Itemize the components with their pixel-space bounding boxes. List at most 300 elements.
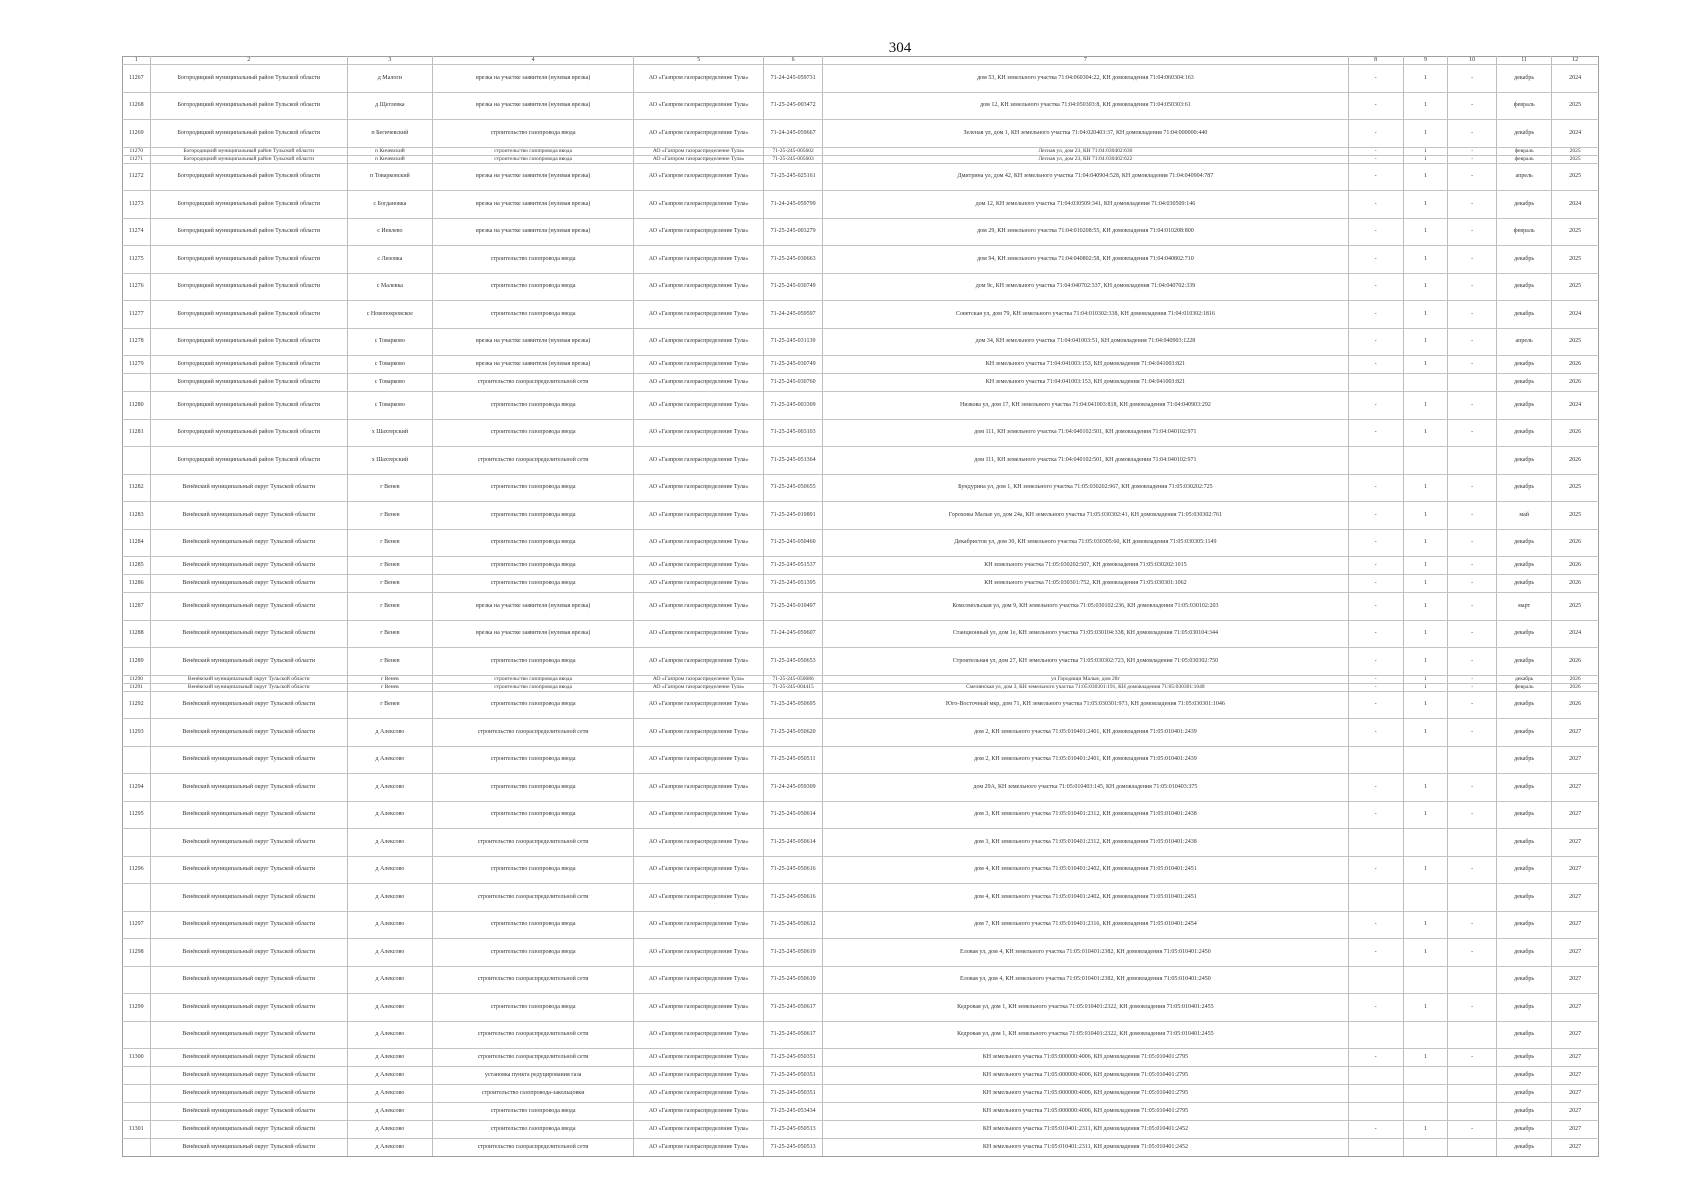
col8-cell: - xyxy=(1348,474,1403,502)
col10-cell: - xyxy=(1448,575,1497,593)
settlement-cell: п Бегичевский xyxy=(347,120,432,148)
count-cell: 1 xyxy=(1403,801,1448,829)
col8-cell: - xyxy=(1348,191,1403,219)
district-cell: Венёвский муниципальный округ Тульской области xyxy=(150,1103,347,1121)
col10-cell: - xyxy=(1448,65,1497,93)
col8-cell: - xyxy=(1348,120,1403,148)
row-number-cell xyxy=(123,447,151,475)
month-cell: декабрь xyxy=(1497,447,1552,475)
month-cell: декабрь xyxy=(1497,719,1552,747)
work-type-cell: строительство газораспределительной сети xyxy=(432,719,634,747)
year-cell: 2027 xyxy=(1552,746,1599,774)
row-number-cell: 11298 xyxy=(123,939,151,967)
application-number-cell: 71-24-245-059667 xyxy=(763,120,822,148)
col10-cell: - xyxy=(1448,939,1497,967)
col8-cell xyxy=(1348,1139,1403,1157)
application-number-cell: 71-25-245-030749 xyxy=(763,273,822,301)
table-row xyxy=(123,246,1599,274)
application-number-cell: 71-25-245-050695 xyxy=(763,691,822,719)
col8-cell: - xyxy=(1348,719,1403,747)
application-number-cell: 71-25-245-051364 xyxy=(763,447,822,475)
table-row xyxy=(123,419,1599,447)
address-cell: дом 2, КН земельного участка 71:05:010401:2401, КН домовладения 71:05:010401:2439 xyxy=(823,746,1348,774)
work-type-cell: строительство газопровода ввода xyxy=(432,911,634,939)
col8-cell: - xyxy=(1348,911,1403,939)
district-cell: Богородицкий муниципальный район Тульской области xyxy=(150,328,347,356)
application-number-cell: 71-24-245-059597 xyxy=(763,301,822,329)
count-cell xyxy=(1403,1103,1448,1121)
application-number-cell: 71-24-245-059731 xyxy=(763,65,822,93)
organization-cell: АО «Газпром газораспределение Тула» xyxy=(634,675,763,683)
page-number: 304 xyxy=(888,40,912,56)
year-cell: 2026 xyxy=(1552,447,1599,475)
count-cell: 1 xyxy=(1403,557,1448,575)
table-row xyxy=(123,691,1599,719)
application-number-cell: 71-25-245-031139 xyxy=(763,328,822,356)
col8-cell: - xyxy=(1348,856,1403,884)
work-type-cell: строительство газопровода ввода xyxy=(432,691,634,719)
year-cell: 2026 xyxy=(1552,683,1599,691)
district-cell: Венёвский муниципальный округ Тульской области xyxy=(150,1021,347,1049)
organization-cell: АО «Газпром газораспределение Тула» xyxy=(634,1085,763,1103)
count-cell: 1 xyxy=(1403,620,1448,648)
district-cell: Венёвский муниципальный округ Тульской области xyxy=(150,966,347,994)
address-cell: дом 111, КН земельного участка 71:04:040102:501, КН домовладения 71:04:040102:971 xyxy=(823,419,1348,447)
col8-cell: - xyxy=(1348,774,1403,802)
address-cell: ул Городищи Малые, дом 28г xyxy=(823,675,1348,683)
col8-cell: - xyxy=(1348,273,1403,301)
col8-cell: - xyxy=(1348,92,1403,120)
application-number-cell: 71-25-245-051537 xyxy=(763,557,822,575)
work-type-cell: строительство газораспределительной сети xyxy=(432,1049,634,1067)
work-type-cell: врезка на участке заявителя (нулевая врезка) xyxy=(432,593,634,621)
year-cell: 2025 xyxy=(1552,474,1599,502)
count-cell: 1 xyxy=(1403,1049,1448,1067)
settlement-cell: х Шахтерский xyxy=(347,447,432,475)
month-cell: февраль xyxy=(1497,155,1552,163)
count-cell xyxy=(1403,374,1448,392)
col10-cell: - xyxy=(1448,273,1497,301)
month-cell: февраль xyxy=(1497,92,1552,120)
col8-cell: - xyxy=(1348,575,1403,593)
col8-cell: - xyxy=(1348,392,1403,420)
month-cell: май xyxy=(1497,502,1552,530)
district-cell: Венёвский муниципальный округ Тульской области xyxy=(150,1085,347,1103)
col10-cell: - xyxy=(1448,1049,1497,1067)
work-type-cell: строительство газопровода ввода xyxy=(432,939,634,967)
district-cell: Венёвский муниципальный округ Тульской области xyxy=(150,575,347,593)
organization-cell: АО «Газпром газораспределение Тула» xyxy=(634,447,763,475)
col10-cell: - xyxy=(1448,356,1497,374)
settlement-cell: с Товарково xyxy=(347,328,432,356)
col10-cell xyxy=(1448,374,1497,392)
table-row xyxy=(123,966,1599,994)
work-type-cell: строительство газопровода ввода xyxy=(432,575,634,593)
row-number-cell xyxy=(123,1021,151,1049)
district-cell: Венёвский муниципальный округ Тульской области xyxy=(150,683,347,691)
address-cell: Комсомольская ул, дом 9, КН земельного участка 71:05:030102:236, КН домовладения 71:05:030102:203 xyxy=(823,593,1348,621)
month-cell: март xyxy=(1497,593,1552,621)
col10-cell: - xyxy=(1448,801,1497,829)
district-cell: Богородицкий муниципальный район Тульской области xyxy=(150,419,347,447)
month-cell: декабрь xyxy=(1497,1067,1552,1085)
count-cell: 1 xyxy=(1403,774,1448,802)
settlement-cell: п Кичевский xyxy=(347,147,432,155)
table-row xyxy=(123,1021,1599,1049)
column-header: 9 xyxy=(1403,57,1448,65)
count-cell: 1 xyxy=(1403,575,1448,593)
column-header: 7 xyxy=(823,57,1348,65)
application-number-cell: 71-25-245-050351 xyxy=(763,1085,822,1103)
settlement-cell: г Венев xyxy=(347,620,432,648)
year-cell: 2026 xyxy=(1552,356,1599,374)
count-cell xyxy=(1403,1021,1448,1049)
count-cell: 1 xyxy=(1403,856,1448,884)
application-number-cell: 71-25-245-050686 xyxy=(763,675,822,683)
application-number-cell: 71-25-245-003103 xyxy=(763,419,822,447)
col10-cell: - xyxy=(1448,328,1497,356)
col8-cell: - xyxy=(1348,419,1403,447)
col8-cell: - xyxy=(1348,994,1403,1022)
year-cell: 2025 xyxy=(1552,246,1599,274)
district-cell: Богородицкий муниципальный район Тульской области xyxy=(150,301,347,329)
work-type-cell: строительство газопровода ввода xyxy=(432,557,634,575)
district-cell: Венёвский муниципальный округ Тульской области xyxy=(150,884,347,912)
settlement-cell: д Алексово xyxy=(347,1021,432,1049)
column-header: 4 xyxy=(432,57,634,65)
work-type-cell: врезка на участке заявителя (нулевая врезка) xyxy=(432,218,634,246)
application-number-cell: 71-25-245-051395 xyxy=(763,575,822,593)
col10-cell: - xyxy=(1448,620,1497,648)
address-cell: Зеленая ул, дом 1, КН земельного участка 71:04:020403:37, КН домовладения 71:04:000000:440 xyxy=(823,120,1348,148)
year-cell: 2025 xyxy=(1552,147,1599,155)
row-number-cell: 11275 xyxy=(123,246,151,274)
work-type-cell: строительство газопровода ввода xyxy=(432,856,634,884)
address-cell: Гороховы Малые ул, дом 24а, КН земельного участка 71:05:030302:41, КН домовладения 71:05:030302:761 xyxy=(823,502,1348,530)
work-type-cell: строительство газопровода ввода xyxy=(432,246,634,274)
application-number-cell: 71-25-245-003472 xyxy=(763,92,822,120)
district-cell: Богородицкий муниципальный район Тульской области xyxy=(150,356,347,374)
organization-cell: АО «Газпром газораспределение Тула» xyxy=(634,392,763,420)
district-cell: Богородицкий муниципальный район Тульской области xyxy=(150,218,347,246)
application-number-cell: 71-25-245-050612 xyxy=(763,911,822,939)
year-cell: 2026 xyxy=(1552,529,1599,557)
district-cell: Венёвский муниципальный округ Тульской области xyxy=(150,801,347,829)
month-cell: декабрь xyxy=(1497,1049,1552,1067)
settlement-cell: д Алексово xyxy=(347,966,432,994)
application-number-cell: 71-25-245-050351 xyxy=(763,1049,822,1067)
application-number-cell: 71-25-245-050511 xyxy=(763,746,822,774)
row-number-cell: 11269 xyxy=(123,120,151,148)
col8-cell xyxy=(1348,884,1403,912)
month-cell: декабрь xyxy=(1497,966,1552,994)
organization-cell: АО «Газпром газораспределение Тула» xyxy=(634,1067,763,1085)
year-cell: 2026 xyxy=(1552,575,1599,593)
col8-cell: - xyxy=(1348,675,1403,683)
table-row xyxy=(123,155,1599,163)
organization-cell: АО «Газпром газораспределение Тула» xyxy=(634,328,763,356)
work-type-cell: строительство газопровода ввода xyxy=(432,1103,634,1121)
settlement-cell: д Алексово xyxy=(347,801,432,829)
col10-cell: - xyxy=(1448,691,1497,719)
row-number-cell: 11268 xyxy=(123,92,151,120)
district-cell: Богородицкий муниципальный район Тульской области xyxy=(150,147,347,155)
month-cell: декабрь xyxy=(1497,884,1552,912)
district-cell: Венёвский муниципальный округ Тульской области xyxy=(150,691,347,719)
col10-cell xyxy=(1448,1103,1497,1121)
work-type-cell: строительство газопровода ввода xyxy=(432,746,634,774)
col10-cell: - xyxy=(1448,218,1497,246)
table-row xyxy=(123,191,1599,219)
count-cell xyxy=(1403,1085,1448,1103)
organization-cell: АО «Газпром газораспределение Тула» xyxy=(634,575,763,593)
work-type-cell: врезка на участке заявителя (нулевая врезка) xyxy=(432,65,634,93)
settlement-cell: д Алексово xyxy=(347,774,432,802)
address-cell: Юго-Восточный мкр, дом 71, КН земельного участка 71:05:030301:973, КН домовладения 71:05:030301:1046 xyxy=(823,691,1348,719)
settlement-cell: с Лизовка xyxy=(347,246,432,274)
count-cell: 1 xyxy=(1403,191,1448,219)
district-cell: Венёвский муниципальный округ Тульской области xyxy=(150,593,347,621)
organization-cell: АО «Газпром газораспределение Тула» xyxy=(634,155,763,163)
col8-cell: - xyxy=(1348,683,1403,691)
row-number-cell: 11281 xyxy=(123,419,151,447)
organization-cell: АО «Газпром газораспределение Тула» xyxy=(634,92,763,120)
table-row xyxy=(123,719,1599,747)
district-cell: Венёвский муниципальный округ Тульской области xyxy=(150,994,347,1022)
col10-cell: - xyxy=(1448,92,1497,120)
organization-cell: АО «Газпром газораспределение Тула» xyxy=(634,218,763,246)
header-row xyxy=(123,57,1599,65)
application-number-cell: 71-25-245-005603 xyxy=(763,155,822,163)
application-number-cell: 71-25-245-019891 xyxy=(763,502,822,530)
month-cell: декабрь xyxy=(1497,675,1552,683)
month-cell: апрель xyxy=(1497,163,1552,191)
count-cell: 1 xyxy=(1403,419,1448,447)
col10-cell: - xyxy=(1448,593,1497,621)
settlement-cell: д Малоги xyxy=(347,65,432,93)
work-type-cell: строительство газопровода ввода xyxy=(432,301,634,329)
organization-cell: АО «Газпром газораспределение Тула» xyxy=(634,683,763,691)
row-number-cell xyxy=(123,884,151,912)
row-number-cell: 11278 xyxy=(123,328,151,356)
year-cell: 2025 xyxy=(1552,328,1599,356)
count-cell xyxy=(1403,1139,1448,1157)
col10-cell: - xyxy=(1448,774,1497,802)
table-row xyxy=(123,648,1599,676)
row-number-cell: 11282 xyxy=(123,474,151,502)
settlement-cell: п Товарковский xyxy=(347,163,432,191)
row-number-cell: 11288 xyxy=(123,620,151,648)
col8-cell: - xyxy=(1348,620,1403,648)
settlement-cell: д Щеглевка xyxy=(347,92,432,120)
work-type-cell: строительство газопровода ввода xyxy=(432,683,634,691)
application-number-cell: 71-24-245-059799 xyxy=(763,191,822,219)
year-cell: 2027 xyxy=(1552,774,1599,802)
application-number-cell: 71-25-245-030663 xyxy=(763,246,822,274)
table-row xyxy=(123,301,1599,329)
month-cell: декабрь xyxy=(1497,801,1552,829)
settlement-cell: с Малевка xyxy=(347,273,432,301)
organization-cell: АО «Газпром газораспределение Тула» xyxy=(634,856,763,884)
table-row xyxy=(123,374,1599,392)
table-row xyxy=(123,356,1599,374)
col10-cell xyxy=(1448,884,1497,912)
month-cell: декабрь xyxy=(1497,939,1552,967)
col8-cell: - xyxy=(1348,593,1403,621)
col10-cell: - xyxy=(1448,392,1497,420)
column-header: 10 xyxy=(1448,57,1497,65)
month-cell: декабрь xyxy=(1497,374,1552,392)
work-type-cell: строительство газопровода ввода xyxy=(432,474,634,502)
district-cell: Венёвский муниципальный округ Тульской области xyxy=(150,620,347,648)
row-number-cell: 11292 xyxy=(123,691,151,719)
work-type-cell: строительство газопровода ввода xyxy=(432,529,634,557)
settlement-cell: д Алексово xyxy=(347,939,432,967)
address-cell: дом 3, КН земельного участка 71:05:010401:2312, КН домовладения 71:05:010401:2438 xyxy=(823,829,1348,857)
district-cell: Богородицкий муниципальный район Тульской области xyxy=(150,65,347,93)
col8-cell: - xyxy=(1348,801,1403,829)
address-cell: Низкова ул, дом 17, КН земельного участка 71:04:041003:818, КН домовладения 71:04:040903:292 xyxy=(823,392,1348,420)
row-number-cell xyxy=(123,374,151,392)
year-cell: 2026 xyxy=(1552,675,1599,683)
application-number-cell: 71-25-245-053434 xyxy=(763,1103,822,1121)
table-row xyxy=(123,392,1599,420)
application-number-cell: 71-25-245-030760 xyxy=(763,374,822,392)
row-number-cell: 11290 xyxy=(123,675,151,683)
application-number-cell: 71-25-245-050619 xyxy=(763,966,822,994)
work-type-cell: строительство газопровода ввода xyxy=(432,648,634,676)
row-number-cell xyxy=(123,746,151,774)
organization-cell: АО «Газпром газораспределение Тула» xyxy=(634,911,763,939)
month-cell: декабрь xyxy=(1497,1103,1552,1121)
row-number-cell: 11286 xyxy=(123,575,151,593)
year-cell: 2024 xyxy=(1552,120,1599,148)
address-cell: дом 111, КН земельного участка 71:04:040102:501, КН домовладения 71:04:040102:971 xyxy=(823,447,1348,475)
address-cell: дом 7, КН земельного участка 71:05:010401:2316, КН домовладения 71:05:010401:2454 xyxy=(823,911,1348,939)
row-number-cell: 11271 xyxy=(123,155,151,163)
col10-cell: - xyxy=(1448,191,1497,219)
settlement-cell: д Алексово xyxy=(347,1103,432,1121)
settlement-cell: д Алексово xyxy=(347,856,432,884)
district-cell: Богородицкий муниципальный район Тульской области xyxy=(150,155,347,163)
col10-cell: - xyxy=(1448,301,1497,329)
count-cell: 1 xyxy=(1403,246,1448,274)
settlement-cell: д Алексово xyxy=(347,1139,432,1157)
district-cell: Венёвский муниципальный округ Тульской области xyxy=(150,1067,347,1085)
work-type-cell: строительство газораспределительной сети xyxy=(432,966,634,994)
count-cell xyxy=(1403,829,1448,857)
col10-cell: - xyxy=(1448,147,1497,155)
row-number-cell: 11295 xyxy=(123,801,151,829)
month-cell: декабрь xyxy=(1497,829,1552,857)
table-row xyxy=(123,1121,1599,1139)
work-type-cell: строительство газораспределительной сети xyxy=(432,447,634,475)
settlement-cell: г Венев xyxy=(347,691,432,719)
district-cell: Богородицкий муниципальный район Тульской области xyxy=(150,246,347,274)
month-cell: декабрь xyxy=(1497,419,1552,447)
address-cell: Лесная ул, дом 23, КН 71:04:030402:630 xyxy=(823,147,1348,155)
month-cell: декабрь xyxy=(1497,273,1552,301)
row-number-cell: 11270 xyxy=(123,147,151,155)
work-type-cell: строительство газопровода ввода xyxy=(432,801,634,829)
district-cell: Венёвский муниципальный округ Тульской области xyxy=(150,1139,347,1157)
work-type-cell: строительство газопровода ввода xyxy=(432,273,634,301)
district-cell: Венёвский муниципальный округ Тульской области xyxy=(150,939,347,967)
table-row xyxy=(123,939,1599,967)
address-cell: Бундурина ул, дом 1, КН земельного участка 71:05:030202:967, КН домовладения 71:05:030202:725 xyxy=(823,474,1348,502)
col8-cell xyxy=(1348,1103,1403,1121)
settlement-cell: д Алексово xyxy=(347,884,432,912)
col8-cell: - xyxy=(1348,529,1403,557)
district-cell: Богородицкий муниципальный район Тульской области xyxy=(150,273,347,301)
work-type-cell: строительство газопровода ввода xyxy=(432,502,634,530)
year-cell: 2026 xyxy=(1552,691,1599,719)
row-number-cell: 11280 xyxy=(123,392,151,420)
count-cell: 1 xyxy=(1403,593,1448,621)
year-cell: 2027 xyxy=(1552,801,1599,829)
district-cell: Венёвский муниципальный округ Тульской области xyxy=(150,856,347,884)
district-cell: Венёвский муниципальный округ Тульской области xyxy=(150,1121,347,1139)
count-cell: 1 xyxy=(1403,1121,1448,1139)
address-cell: КН земельного участка 71:04:041003:153, КН домовладения 71:04:041003:821 xyxy=(823,374,1348,392)
organization-cell: АО «Газпром газораспределение Тула» xyxy=(634,620,763,648)
organization-cell: АО «Газпром газораспределение Тула» xyxy=(634,474,763,502)
organization-cell: АО «Газпром газораспределение Тула» xyxy=(634,1121,763,1139)
col10-cell xyxy=(1448,1067,1497,1085)
work-type-cell: врезка на участке заявителя (нулевая врезка) xyxy=(432,620,634,648)
settlement-cell: п Кичевский xyxy=(347,155,432,163)
table-row xyxy=(123,163,1599,191)
year-cell: 2027 xyxy=(1552,1067,1599,1085)
year-cell: 2027 xyxy=(1552,1121,1599,1139)
col10-cell: - xyxy=(1448,557,1497,575)
month-cell: декабрь xyxy=(1497,191,1552,219)
count-cell: 1 xyxy=(1403,648,1448,676)
count-cell: 1 xyxy=(1403,328,1448,356)
col10-cell: - xyxy=(1448,155,1497,163)
month-cell: декабрь xyxy=(1497,246,1552,274)
table-row xyxy=(123,1139,1599,1157)
year-cell: 2027 xyxy=(1552,856,1599,884)
row-number-cell: 11301 xyxy=(123,1121,151,1139)
row-number-cell: 11276 xyxy=(123,273,151,301)
organization-cell: АО «Газпром газораспределение Тула» xyxy=(634,884,763,912)
district-cell: Богородицкий муниципальный район Тульской области xyxy=(150,120,347,148)
address-cell: дом 29, КН земельного участка 71:04:010208:55, КН домовладения 71:04:010208:800 xyxy=(823,218,1348,246)
col8-cell: - xyxy=(1348,163,1403,191)
row-number-cell: 11283 xyxy=(123,502,151,530)
address-cell: Кедровая ул, дом 1, КН земельного участка 71:05:010401:2322, КН домовладения 71:05:010401:2455 xyxy=(823,994,1348,1022)
settlement-cell: г Венев xyxy=(347,575,432,593)
month-cell: декабрь xyxy=(1497,1139,1552,1157)
organization-cell: АО «Газпром газораспределение Тула» xyxy=(634,301,763,329)
year-cell: 2027 xyxy=(1552,994,1599,1022)
row-number-cell: 11294 xyxy=(123,774,151,802)
address-cell: дом 2, КН земельного участка 71:05:010401:2401, КН домовладения 71:05:010401:2439 xyxy=(823,719,1348,747)
address-cell: дом 12, КН земельного участка 71:04:030509:341, КН домовладения 71:04:030509:146 xyxy=(823,191,1348,219)
year-cell: 2026 xyxy=(1552,374,1599,392)
count-cell: 1 xyxy=(1403,994,1448,1022)
organization-cell: АО «Газпром газораспределение Тула» xyxy=(634,801,763,829)
col8-cell: - xyxy=(1348,939,1403,967)
application-number-cell: 71-25-245-050617 xyxy=(763,1021,822,1049)
row-number-cell: 11285 xyxy=(123,557,151,575)
organization-cell: АО «Газпром газораспределение Тула» xyxy=(634,419,763,447)
district-cell: Богородицкий муниципальный район Тульской области xyxy=(150,163,347,191)
column-header: 12 xyxy=(1552,57,1599,65)
count-cell: 1 xyxy=(1403,163,1448,191)
address-cell: Смелянская ул, дом 3, КН земельного участка 71:05:030301:191, КН домовладения 71:05:030301:1048 xyxy=(823,683,1348,691)
